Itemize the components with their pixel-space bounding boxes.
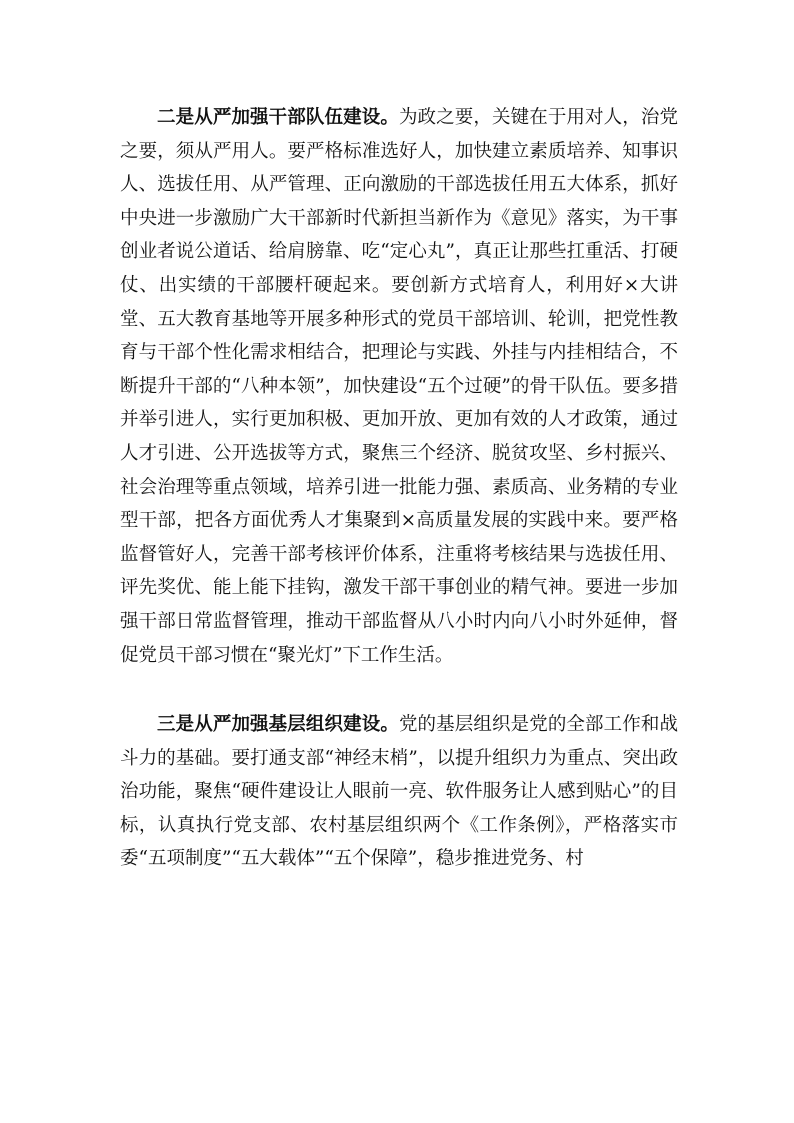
paragraph-grassroots	[120, 708, 678, 876]
paragraph-text: 为政之要，关键在于用对人，治党之要，须从严用人。要严格标准选好人，加快建立素质培养、知事识人、选拔任用、从严管理、正向激励的干部选拔任用五大体系，抓好中央进一步激励广大干部新时代新担当新作为《意见》落实，为干事创业者说公道话、给肩膀靠、吃“定心丸”，真正让那些扛重活、打硬仗、出实绩的干部腰杆硬起来。要创新方式培育人，利用好×大讲堂、五大教育基地等开展多种形式的党员干部培训、轮训，把党性教育与干部个性化需求相结合，把理论与实践、外挂与内挂相结合，不断提升干部的“八种本领”，加快建设“五个过硬”的骨干队伍。要多措并举引进人，实行更加积极、更加开放、更加有效的人才政策，通过人才引进、公开选拔等方式，聚焦三个经济、脱贫攻坚、乡村振兴、社会治理等重点领域，培养引进一批能力强、素质高、业务精的专业型干部，把各方面优秀人才集聚到×高质量发展的实践中来。要严格监督管好人，完善干部考核评价体系，注重将考核结果与选拔任用、评先奖优、能上能下挂钩，激发干部干事创业的精气神。要进一步加强干部日常监督管理，推动干部监督从八小时内向八小时外延伸，督促党员干部习惯在“聚光灯”下工作生活。	[120, 107, 678, 666]
document-body	[120, 101, 678, 876]
paragraph-cadre-team	[120, 101, 678, 672]
paragraph-text: 党的基层组织是党的全部工作和战斗力的基础。要打通支部“神经末梢”，以提升组织力为重点、突出政治功能，聚焦“硬件建设让人眼前一亮、软件服务让人感到贴心”的目标，认真执行党支部、农村基层组织两个《工作条例》，严格落实市委“五项制度”“五大载体”“五个保障”，稳步推进党务、村	[120, 714, 678, 870]
paragraph-heading: 二是从严加强干部队伍建设。	[157, 107, 399, 128]
paragraph-heading: 三是从严加强基层组织建设。	[157, 714, 399, 736]
